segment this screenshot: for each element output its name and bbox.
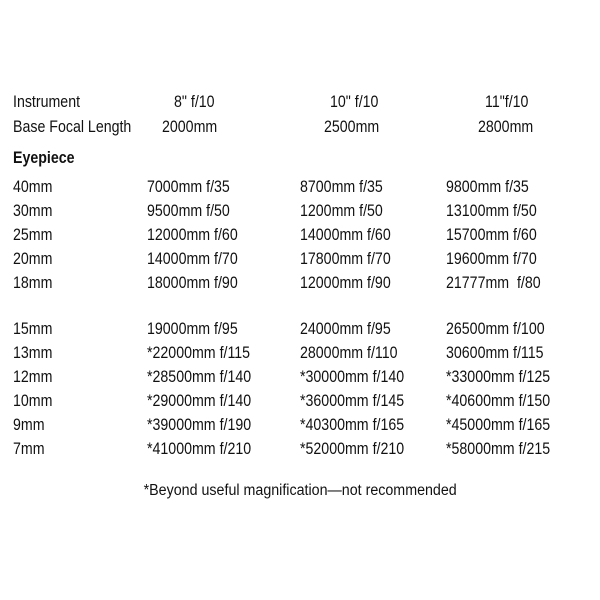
table-row	[0, 224, 600, 246]
value-11in: 15700mm f/60	[446, 226, 537, 244]
eyepiece-heading-row	[0, 147, 600, 169]
focal-length-11in: 2800mm	[478, 118, 534, 136]
eyepiece-size: 7mm	[13, 440, 45, 458]
value-11in: *45000mm f/165	[446, 416, 551, 434]
instrument-10in: 10" f/10	[330, 93, 379, 111]
value-8in: 12000mm f/60	[147, 226, 238, 244]
value-8in: 9500mm f/50	[147, 202, 230, 220]
eyepiece-size: 25mm	[13, 226, 53, 244]
value-8in: *41000mm f/210	[147, 440, 252, 458]
value-8in: 19000mm f/95	[147, 320, 238, 338]
footnote-row	[0, 481, 600, 501]
value-10in: 14000mm f/60	[300, 226, 391, 244]
table-row	[0, 366, 600, 388]
instrument-row	[0, 91, 600, 113]
table-row	[0, 248, 600, 270]
eyepiece-size: 18mm	[13, 274, 53, 292]
value-10in: *30000mm f/140	[300, 368, 405, 386]
value-10in: 24000mm f/95	[300, 320, 391, 338]
eyepiece-size: 12mm	[13, 368, 53, 386]
footnote: *Beyond useful magnification—not recommended	[143, 482, 457, 499]
value-11in: *40600mm f/150	[446, 392, 551, 410]
table-row	[0, 438, 600, 460]
eyepiece-size: 40mm	[13, 178, 53, 196]
value-11in: *33000mm f/125	[446, 368, 551, 386]
eyepiece-size: 13mm	[13, 344, 53, 362]
value-8in: *28500mm f/140	[147, 368, 252, 386]
focal-length-8in: 2000mm	[162, 118, 218, 136]
focal-length-label: Base Focal Length	[13, 118, 132, 136]
table-row	[0, 318, 600, 340]
value-11in: 26500mm f/100	[446, 320, 545, 338]
eyepiece-size: 20mm	[13, 250, 53, 268]
value-10in: 8700mm f/35	[300, 178, 383, 196]
table-row	[0, 390, 600, 412]
eyepiece-heading: Eyepiece	[13, 149, 75, 167]
value-11in: 30600mm f/115	[446, 344, 544, 362]
table-row	[0, 176, 600, 198]
value-8in: 7000mm f/35	[147, 178, 230, 196]
focal-length-row	[0, 116, 600, 138]
value-10in: 28000mm f/110	[300, 344, 398, 362]
table-row	[0, 414, 600, 436]
value-8in: *29000mm f/140	[147, 392, 252, 410]
table-row	[0, 272, 600, 294]
instrument-11in: 11"f/10	[485, 93, 529, 111]
instrument-label: Instrument	[13, 93, 81, 111]
eyepiece-size: 9mm	[13, 416, 45, 434]
value-10in: 1200mm f/50	[300, 202, 383, 220]
value-10in: *40300mm f/165	[300, 416, 405, 434]
value-8in: *39000mm f/190	[147, 416, 252, 434]
table-row	[0, 200, 600, 222]
eyepiece-size: 10mm	[13, 392, 53, 410]
value-10in: *52000mm f/210	[300, 440, 405, 458]
value-11in: 13100mm f/50	[446, 202, 537, 220]
value-8in: *22000mm f/115	[147, 344, 251, 362]
value-11in: 19600mm f/70	[446, 250, 537, 268]
eyepiece-size: 15mm	[13, 320, 53, 338]
value-11in: 9800mm f/35	[446, 178, 529, 196]
value-10in: 17800mm f/70	[300, 250, 391, 268]
instrument-8in: 8" f/10	[174, 93, 215, 111]
value-10in: *36000mm f/145	[300, 392, 405, 410]
table-row	[0, 342, 600, 364]
focal-length-10in: 2500mm	[324, 118, 380, 136]
value-11in: 21777mm f/80	[446, 274, 541, 292]
value-8in: 18000mm f/90	[147, 274, 238, 292]
value-8in: 14000mm f/70	[147, 250, 238, 268]
value-11in: *58000mm f/215	[446, 440, 551, 458]
eyepiece-size: 30mm	[13, 202, 53, 220]
value-10in: 12000mm f/90	[300, 274, 391, 292]
